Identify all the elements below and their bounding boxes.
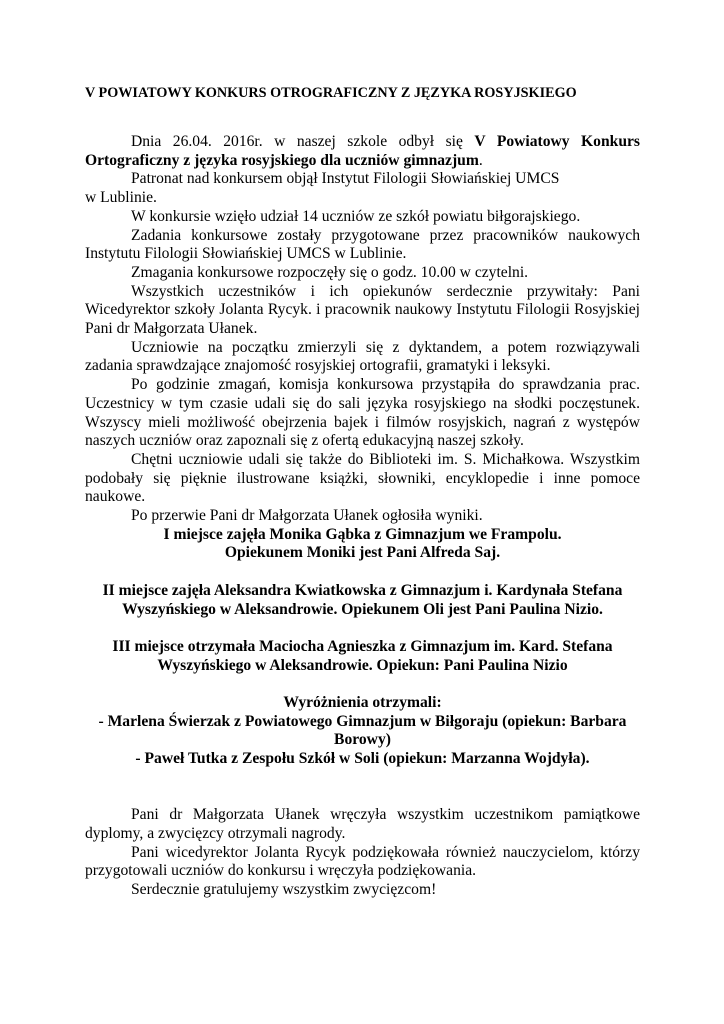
paragraph-patronage-city: w Lublinie. [85, 189, 157, 207]
paragraph-dictation: Uczniowie na początku zmierzyli się z dyktandem, a potem rozwiązywali zadania sprawdzające znajomość rosyjskiej ortografii, gramatyki i leksyki. [85, 338, 640, 375]
paragraph-library: Chętni uczniowie udali się także do Biblioteki im. S. Michałkowa. Wszystkim podobały się pięknie ilustrowane książki, słowniki, encyklopedie i inne pomoce naukowe. [85, 450, 640, 506]
paragraph-start: Zmagania konkursowe rozpoczęły się o godz. 10.00 w czytelni. [131, 263, 529, 281]
paragraph-results-announce: Po przerwie Pani dr Małgorzata Ułanek ogłosiła wyniki. [131, 507, 483, 525]
third-place-line-2: Wyszyńskiego w Aleksandrowie. Opiekun: Pani Paulina Nizio [157, 656, 568, 674]
paragraph-patronage: Patronat nad konkursem objął Instytut Filologii Słowiańskiej UMCS [131, 170, 560, 188]
intro-text: Dnia 26.04. 2016r. w naszej szkole odbył się [131, 133, 475, 150]
contest-name: V Powiatowy Konkurs Ortograficzny z języka rosyjskiego dla uczniów gimnazjum [85, 133, 640, 169]
paragraph-tasks: Zadania konkursowe zostały przygotowane przez pracowników naukowych Instytutu Filologii Słowiańskiej UMCS w Lublinie. [85, 226, 640, 263]
second-place-line-2: Wyszyńskiego w Aleksandrowie. Opiekunem Oli jest Pani Paulina Nizio. [122, 600, 603, 618]
honors-header: Wyróżnienia otrzymali: [283, 694, 442, 712]
paragraph-participants: W konkursie wzięło udział 14 uczniów ze szkół powiatu biłgorajskiego. [131, 207, 581, 225]
third-place-line-1: III miejsce otrzymała Maciocha Agnieszka z Gimnazjum im. Kard. Stefana [112, 637, 613, 655]
spacer [85, 563, 640, 582]
first-place-line-2: Opiekunem Moniki jest Pani Alfreda Saj. [224, 544, 501, 562]
honor-2: - Paweł Tutka z Zespołu Szkół w Soli (opiekun: Marzanna Wojdyła). [135, 750, 590, 768]
honor-1-line-2: Borowy) [334, 731, 391, 749]
document-body [85, 133, 640, 900]
document-title: V POWIATOWY KONKURS OTROGRAFICZNY Z JĘZYKA ROSYJSKIEGO [85, 85, 577, 101]
paragraph-break: Po godzinie zmagań, komisja konkursowa przystąpiła do sprawdzania prac. Uczestnicy w tym czasie udali się do sali języka rosyjskiego na słodki poczęstunek. Wszyscy mieli możliwość obejrzenia bajek i filmów rosyjskich, nagrań z występów naszych uczniów oraz zapoznali się z ofertą edukacyjną naszej szkoły. [85, 376, 640, 450]
spacer [85, 769, 640, 806]
first-place-line-1: I miejsce zajęła Monika Gąbka z Gimnazjum we Frampolu. [163, 525, 562, 543]
spacer [85, 619, 640, 638]
spacer [85, 675, 640, 694]
paragraph-congratulations: Serdecznie gratulujemy wszystkim zwycięzcom! [131, 881, 437, 899]
second-place-line-1: II miejsce zajęła Aleksandra Kwiatkowska z Gimnazjum i. Kardynała Stefana [102, 581, 623, 599]
honor-1-line-1: - Marlena Świerzak z Powiatowego Gimnazjum w Biłgoraju (opiekun: Barbara [98, 712, 627, 730]
paragraph-thanks: Pani wicedyrektor Jolanta Rycyk podziękowała również nauczycielom, którzy przygotowali uczniów do konkursu i wręczyła podziękowania. [85, 843, 640, 880]
paragraph-diplomas: Pani dr Małgorzata Ułanek wręczyła wszystkim uczestnikom pamiątkowe dyplomy, a zwycięzcy otrzymali nagrody. [85, 806, 640, 842]
paragraph-intro [85, 133, 640, 170]
paragraph-welcome: Wszystkich uczestników i ich opiekunów serdecznie przywitały: Pani Wicedyrektor szkoły Jolanta Rycyk. i pracownik naukowy Instytutu Filologii Rosyjskiej Pani dr Małgorzata Ułanek. [85, 282, 640, 338]
intro-end: . [478, 151, 483, 169]
